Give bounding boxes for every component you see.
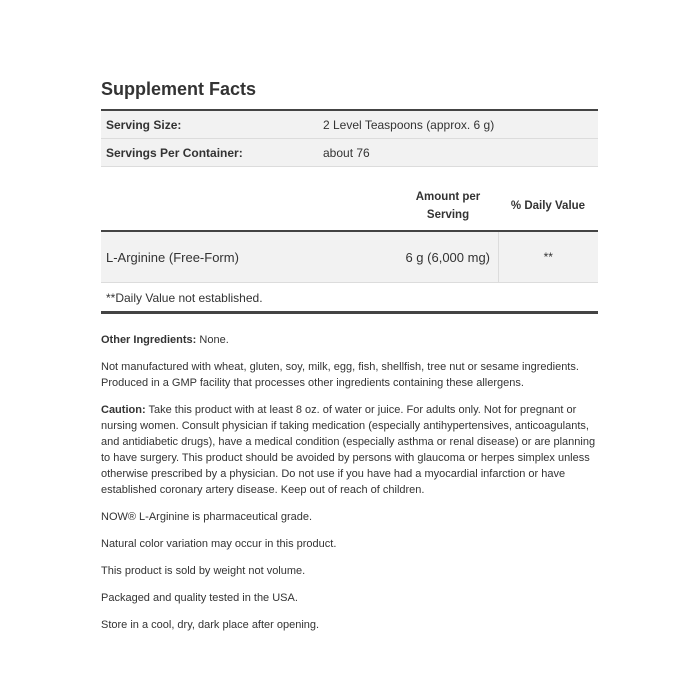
- other-ingredients-text: None.: [199, 334, 229, 346]
- nutrient-daily-value: **: [498, 231, 598, 283]
- statement-weight: This product is sold by weight not volume.: [101, 565, 306, 577]
- serving-size-label: Serving Size:: [101, 110, 318, 139]
- table-row: [101, 231, 598, 283]
- serving-size-row: [101, 110, 598, 139]
- statement-grade: NOW® L-Arginine is pharmaceutical grade.: [101, 511, 313, 523]
- caution-label: Caution:: [101, 404, 146, 416]
- nutrient-name: L-Arginine (Free-Form): [101, 231, 398, 283]
- serving-size-value: 2 Level Teaspoons (approx. 6 g): [318, 110, 598, 139]
- statement-storage: Store in a cool, dry, dark place after opening.: [101, 619, 320, 631]
- statement-packaged: Packaged and quality tested in the USA.: [101, 592, 298, 604]
- servings-per-container-row: [101, 139, 598, 167]
- statement-color: Natural color variation may occur in this product.: [101, 538, 337, 550]
- facts-header-row: [101, 184, 598, 231]
- caution-statement: [101, 402, 598, 498]
- page-title: Supplement Facts: [101, 79, 257, 99]
- daily-value-header: % Daily Value: [498, 184, 598, 231]
- label-notes: [101, 332, 598, 633]
- supplement-facts-panel: [101, 78, 598, 644]
- serving-table: [101, 109, 598, 167]
- other-ingredients-label: Other Ingredients:: [101, 334, 197, 346]
- facts-table: [101, 184, 598, 283]
- facts-header-blank: [101, 184, 398, 231]
- nutrient-amount: 6 g (6,000 mg): [398, 231, 498, 283]
- other-ingredients: [101, 332, 598, 348]
- allergen-statement: Not manufactured with wheat, gluten, soy, milk, egg, fish, shellfish, tree nut or sesame ingredients. Produced in a GMP facility that processes other ingredients containing these allergens.: [101, 361, 579, 389]
- amount-per-serving-header: Amount per Serving: [398, 184, 498, 231]
- caution-text: Take this product with at least 8 oz. of water or juice. For adults only. Not for pregnant or nursing women. Consult physician if taking medication (especially antihypertensives, anticoagulants, and antidiabetic drugs), have a medical condition (especially asthma or renal disease) or are planning to have surgery. This product should be avoided by persons with glaucoma or herpes simplex unless otherwise prescribed by a physician. Do not use if you have had a myocardial infarction or have established coronary artery disease. Keep out of reach of children.: [101, 404, 596, 496]
- daily-value-footnote: **Daily Value not established.: [101, 283, 598, 314]
- servings-per-container-value: about 76: [318, 139, 598, 167]
- servings-per-container-label: Servings Per Container:: [101, 139, 318, 167]
